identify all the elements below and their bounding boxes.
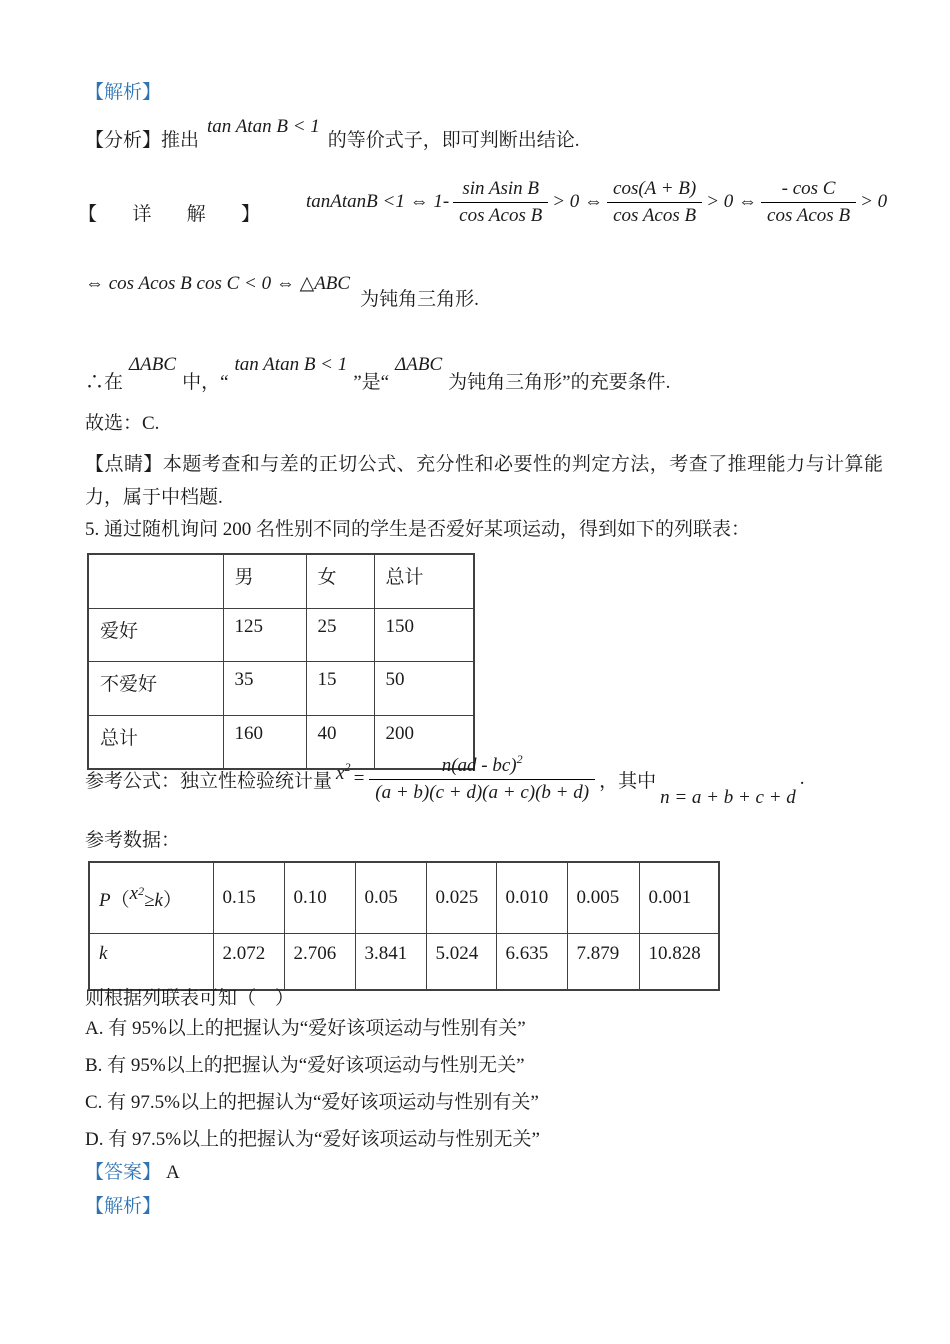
analysis-tail-text: 的等价式子，即可判断出结论.: [327, 130, 580, 151]
inline-math-tan-inequality: tan Atan B < 1: [207, 116, 320, 137]
answer-line: [85, 1162, 180, 1185]
table-row: [88, 662, 474, 716]
formula-tail: > 0: [860, 191, 888, 212]
fraction-numerator: cos(A + B): [613, 177, 697, 199]
table-cell: 0.15: [213, 862, 284, 934]
table-cell: 总计: [374, 554, 474, 608]
analysis-lead-text: 【分析】推出: [85, 130, 200, 151]
numerator-exponent: 2: [516, 751, 523, 766]
equals-sign: =: [352, 768, 366, 789]
remark-paragraph: 【点睛】本题考查和与差的正切公式、充分性和必要性的判定方法，考查了推理能力与计算能力，属于中档题.: [85, 454, 883, 508]
chosen-answer-line: 故选：C.: [85, 413, 160, 434]
table-cell: 爱好: [88, 608, 223, 662]
formula-period: .: [799, 768, 805, 789]
option-a: A. 有 95%以上的把握认为“爱好该项运动与性别有关”: [85, 1018, 526, 1039]
detail-label-char: 【: [78, 204, 98, 225]
table-cell: 35: [223, 662, 306, 716]
option-b: B. 有 95%以上的把握认为“爱好该项运动与性别无关”: [85, 1055, 525, 1076]
table-cell: 50: [374, 662, 474, 716]
equivalence-line: [85, 273, 479, 310]
numerator-main: n(ad - bc): [441, 754, 517, 776]
table-cell: 15: [306, 662, 374, 716]
formula-prefix-text: 参考公式：独立性检验统计量: [85, 770, 333, 792]
fraction-numerator: [369, 751, 595, 779]
table-cell: 0.001: [639, 862, 719, 934]
table-row: [88, 608, 474, 662]
inline-math-triangle: ΔABC: [395, 354, 443, 375]
inline-math-n-sum: n = a + b + c + d: [660, 787, 796, 808]
answer-label: 【答案】: [85, 1162, 162, 1183]
formula-mid: > 0 ⇔: [552, 191, 604, 212]
chi-square-symbol: [336, 760, 351, 785]
critical-values-table: [88, 861, 720, 991]
chi-square-x: x: [336, 763, 345, 784]
analysis-section-label: 【解析】: [85, 82, 162, 103]
p-symbol: P: [99, 889, 111, 911]
geq-k-text: ≥k: [144, 889, 163, 911]
analysis-line: [85, 116, 580, 153]
close-paren: ）: [162, 889, 182, 911]
table-row: [88, 554, 474, 608]
contingency-table: [87, 553, 475, 770]
detail-label-char: 解: [186, 204, 206, 225]
formula-lead: tanAtanB <1 ⇔ 1-: [306, 191, 450, 212]
table-cell: 6.635: [496, 934, 567, 991]
conclusion-text: ”是“: [353, 372, 390, 393]
equivalence-tail-text: 为钝角三角形.: [360, 289, 479, 310]
table-cell: [88, 554, 223, 608]
table-cell: 40: [306, 715, 374, 769]
fraction: [761, 178, 856, 227]
table-cell: 女: [306, 554, 374, 608]
table-cell: 150: [374, 608, 474, 662]
table-cell: 160: [223, 715, 306, 769]
fraction-denominator: (a + b)(c + d)(a + c)(b + d): [369, 779, 595, 804]
formula-mid-text: ，其中: [599, 770, 657, 792]
chi-square-exponent: 2: [138, 883, 145, 898]
detail-label-char: 详: [132, 204, 152, 225]
inline-math-cos-product: ⇔ cos Acos B cos C < 0 ⇔ △ABC: [85, 273, 351, 294]
table-cell: 2.072: [213, 934, 284, 991]
detail-label: [78, 199, 260, 226]
fraction-denominator: cos Acos B: [453, 202, 548, 227]
detail-formula: [306, 171, 887, 233]
table-row: [89, 934, 719, 991]
inline-math-triangle: ΔABC: [129, 354, 177, 375]
question-stem: 5. 通过随机询问 200 名性别不同的学生是否爱好某项运动，得到如下的列联表：: [85, 519, 751, 540]
table-cell: 3.841: [355, 934, 426, 991]
answer-value: A: [166, 1162, 180, 1183]
chi-square-exponent: 2: [344, 760, 351, 774]
table-cell: 男: [223, 554, 306, 608]
table-cell-k-label: k: [89, 934, 213, 991]
fraction-numerator: sin Asin B: [462, 177, 540, 199]
reference-formula-line: [85, 750, 805, 808]
conclusion-text: ∴在: [85, 372, 124, 393]
fraction-numerator: - cos C: [781, 177, 836, 199]
chi-square-x: x: [129, 882, 139, 904]
table-cell: 200: [374, 715, 474, 769]
question-prompt: 则根据列联表可知（ ）: [85, 988, 295, 1009]
fraction: [453, 178, 548, 227]
table-cell: 7.879: [567, 934, 639, 991]
fraction-denominator: cos Acos B: [761, 202, 856, 227]
table-cell: 0.10: [284, 862, 355, 934]
table-cell: 0.010: [496, 862, 567, 934]
table-cell: 总计: [88, 715, 223, 769]
reference-data-label: 参考数据：: [85, 830, 181, 851]
table-cell: 25: [306, 608, 374, 662]
options-list: [85, 1018, 540, 1166]
conclusion-text: 为钝角三角形”的充要条件.: [448, 372, 671, 393]
table-cell: 10.828: [639, 934, 719, 991]
fraction-denominator: cos Acos B: [607, 202, 702, 227]
conclusion-line: [85, 354, 671, 395]
fraction: [607, 178, 702, 227]
table-cell: 0.025: [426, 862, 496, 934]
table-row: [89, 862, 719, 934]
detail-label-char: 】: [240, 204, 260, 225]
table-cell: 5.024: [426, 934, 496, 991]
formula-mid: > 0 ⇔: [706, 191, 758, 212]
table-cell: 0.05: [355, 862, 426, 934]
fraction: [369, 751, 595, 804]
option-d: D. 有 97.5%以上的把握认为“爱好该项运动与性别无关”: [85, 1129, 540, 1150]
table-cell: 0.005: [567, 862, 639, 934]
open-paren: （: [110, 889, 130, 911]
conclusion-text: 中，“: [182, 372, 229, 393]
table-cell: 2.706: [284, 934, 355, 991]
option-c: C. 有 97.5%以上的把握认为“爱好该项运动与性别有关”: [85, 1092, 539, 1113]
inline-math-tan-inequality: tan Atan B < 1: [234, 354, 348, 375]
analysis-section-label: 【解析】: [85, 1196, 162, 1217]
table-cell-p-label: [89, 862, 213, 934]
chi-square-symbol: [130, 883, 144, 904]
table-cell: 不爱好: [88, 662, 223, 716]
table-cell: 125: [223, 608, 306, 662]
